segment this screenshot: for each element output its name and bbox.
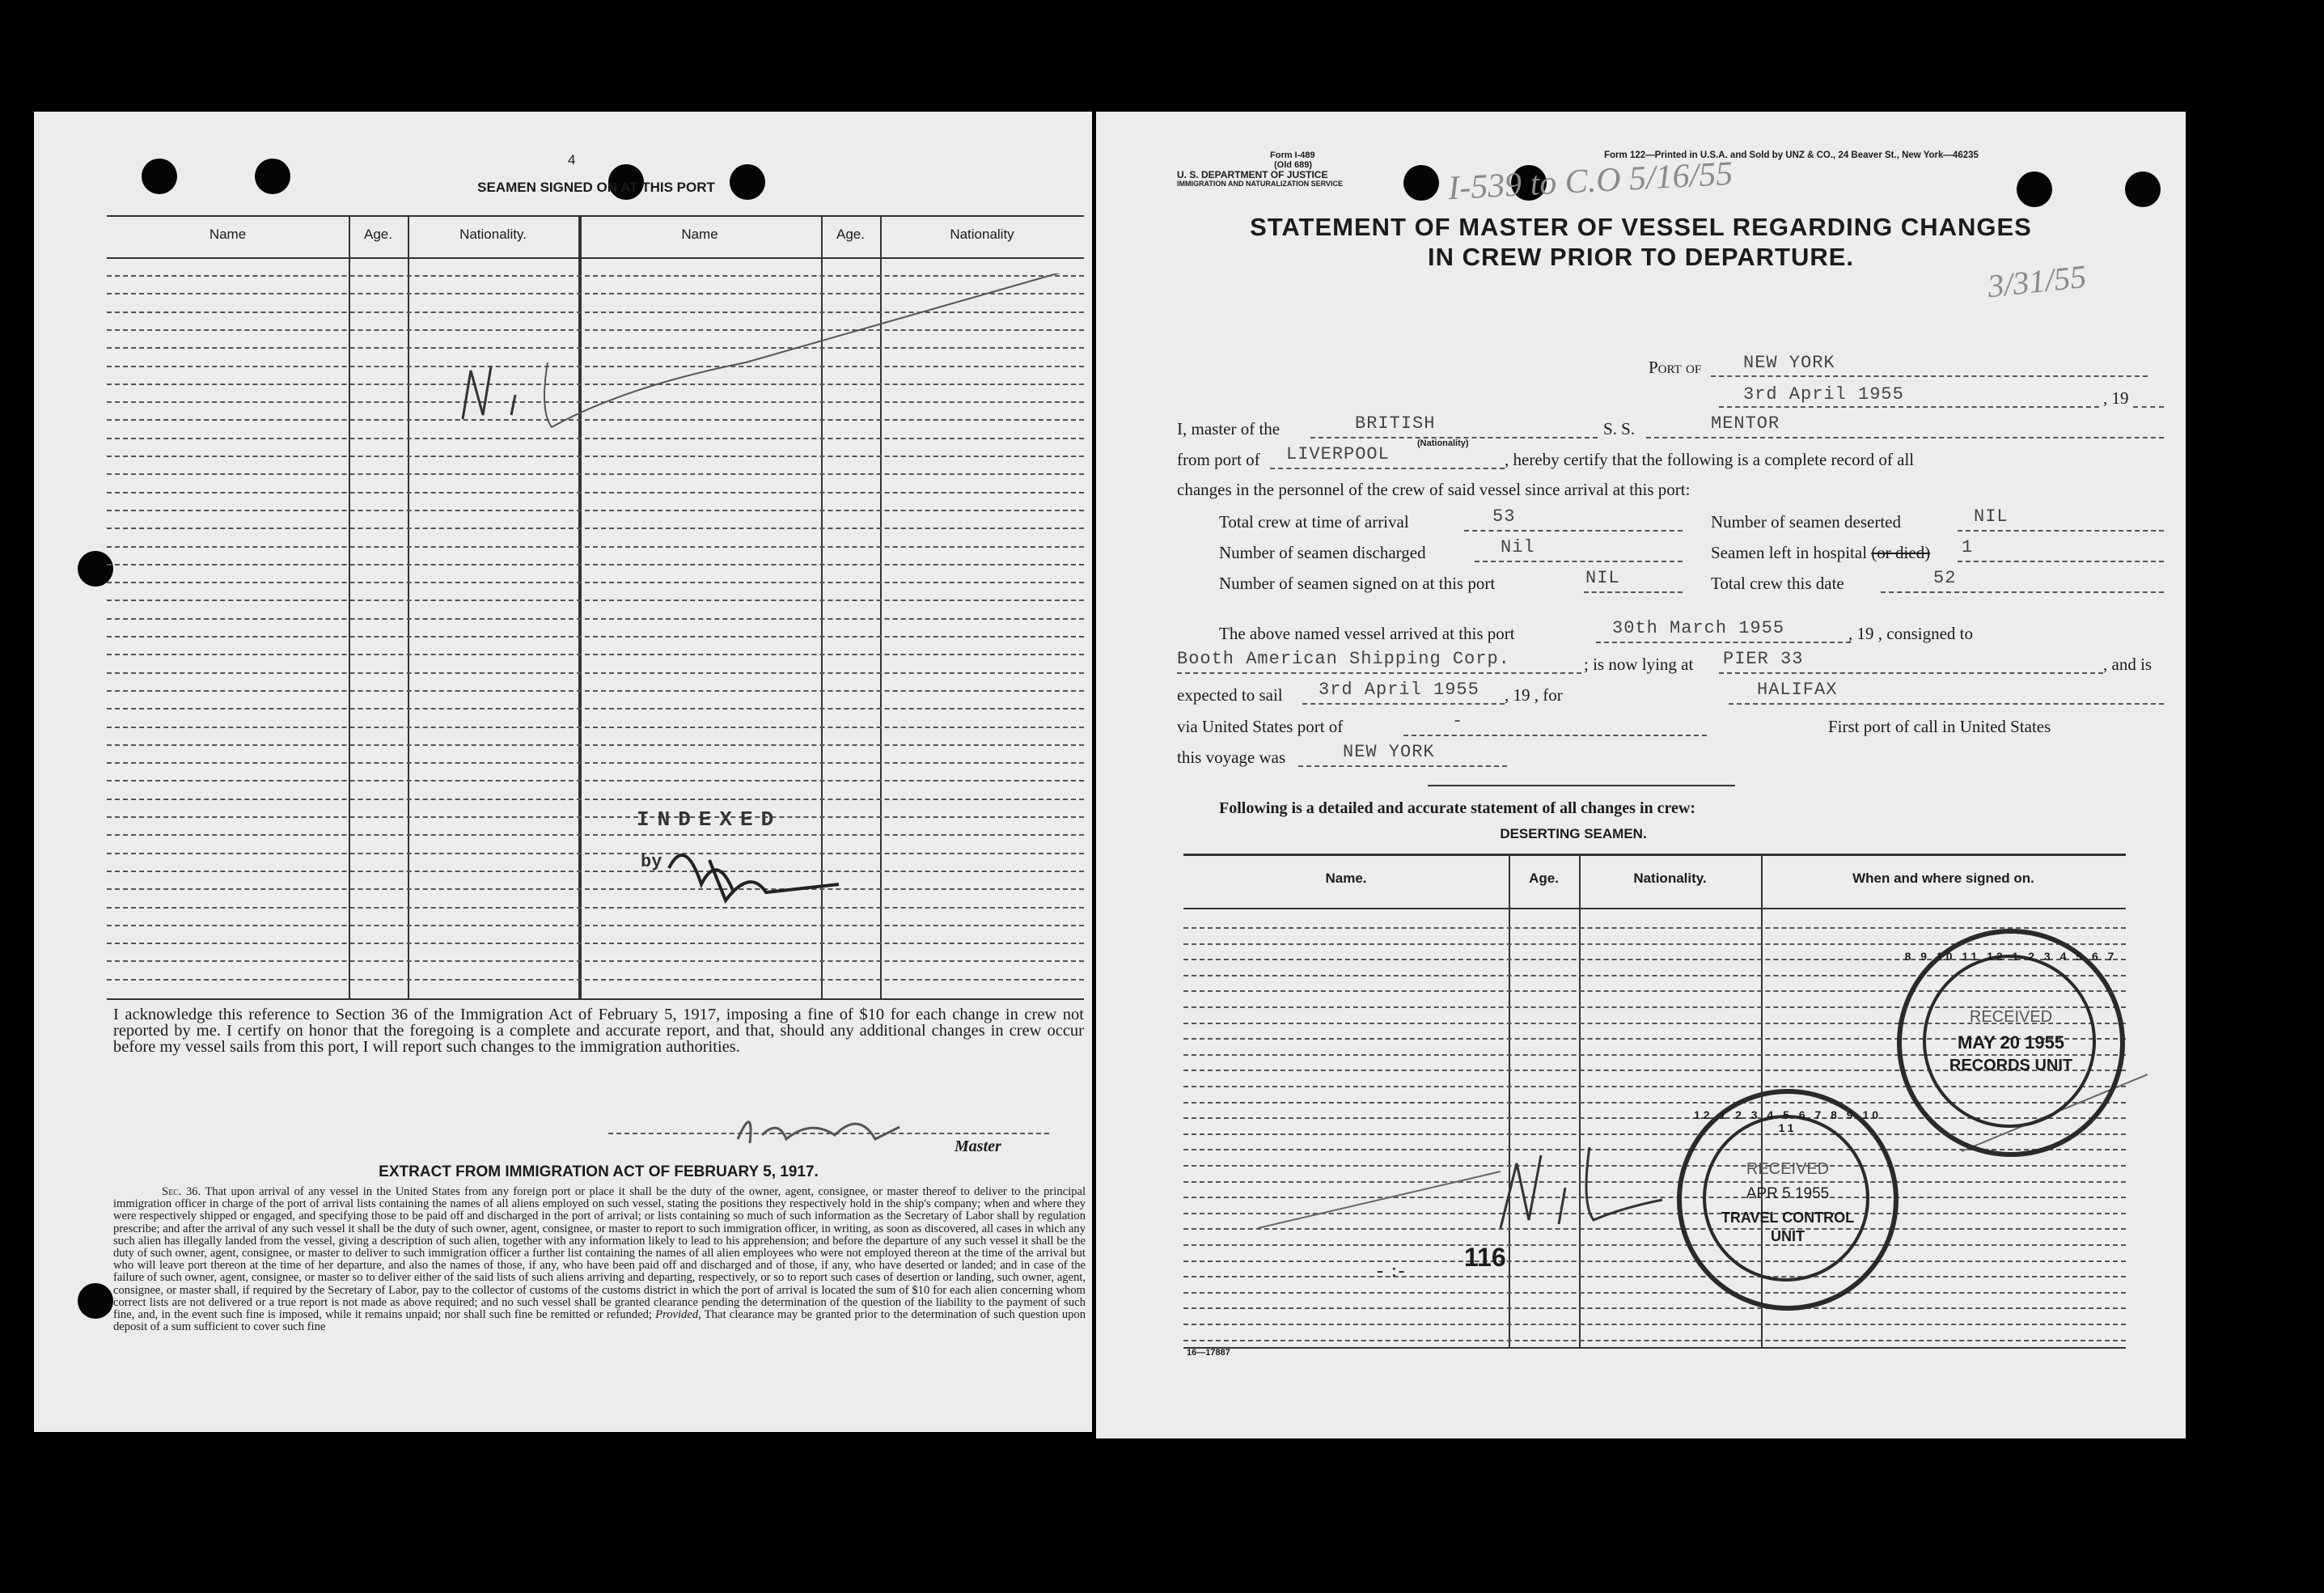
left-page xyxy=(34,112,1092,1432)
table-row xyxy=(107,744,1084,746)
indexed-stamp: INDEXED by xyxy=(604,799,847,913)
arrived-value: 30th March 1955 xyxy=(1612,618,1785,638)
ss-label: S. S. xyxy=(1603,419,1636,438)
stamp-unit: RECORDS UNIT xyxy=(1949,1057,2073,1074)
table-row xyxy=(107,654,1084,655)
table-row xyxy=(107,690,1084,692)
punch-hole xyxy=(255,159,290,194)
table-row xyxy=(107,960,1084,962)
master-of-label: I, master of the xyxy=(1177,419,1281,438)
table-row xyxy=(1183,1276,2126,1277)
stamp-received: RECEIVED xyxy=(1746,1160,1830,1178)
signed-on-value: NIL xyxy=(1585,568,1620,588)
expected-label: expected to sail xyxy=(1177,685,1283,705)
ship-name: MENTOR xyxy=(1711,413,1780,434)
table-row xyxy=(107,599,1084,601)
printer-line: Form 122—Printed in U.S.A. and Sold by UNZ & CO., 24 Beaver St., New York—46235 xyxy=(1604,150,1979,160)
section-label: Sec. 36. xyxy=(162,1185,201,1198)
form-old: (Old 689) xyxy=(1274,160,1313,170)
hospital-text: Seamen left in hospital xyxy=(1711,543,1868,562)
stamp-unit-2: UNIT xyxy=(1771,1228,1805,1244)
nil-text xyxy=(438,411,439,412)
table-row xyxy=(107,925,1084,926)
section-provided: Provided, xyxy=(655,1308,701,1322)
table-row xyxy=(107,943,1084,944)
header-age: Age. xyxy=(1529,871,1559,886)
voyage-value: NEW YORK xyxy=(1343,742,1435,762)
certify-text: , hereby certify that the following is a complete record of all xyxy=(1505,450,1915,469)
voyage-label: this voyage was xyxy=(1177,748,1286,767)
hospital-label xyxy=(1711,543,1930,563)
consigned-label: , 19 , consigned to xyxy=(1848,624,1973,643)
total-crew-arrival-label: Total crew at time of arrival xyxy=(1219,512,1409,532)
title-line-2: IN CREW PRIOR TO DEPARTURE. xyxy=(1427,243,1855,271)
stamp-date: APR 5 1955 xyxy=(1746,1185,1830,1202)
department: U. S. DEPARTMENT OF JUSTICE xyxy=(1177,169,1328,180)
right-page xyxy=(1096,112,2186,1438)
stamp-ring: 12 1 2 3 4 5 6 7 8 9 10 11 xyxy=(1693,1108,1882,1134)
pier-value: PIER 33 xyxy=(1723,649,1804,669)
via-label: via United States port of xyxy=(1177,717,1344,736)
table-row xyxy=(107,799,1084,800)
header-age: Age. xyxy=(364,227,392,242)
handwritten-reference: I-539 to C.O 5/16/55 xyxy=(1447,155,1734,208)
date-value: 3rd April 1955 xyxy=(1743,384,1904,405)
table-row xyxy=(1183,1244,2126,1246)
port-of-label: Port of xyxy=(1649,358,1702,377)
table-row xyxy=(1183,1260,2126,1262)
table-row xyxy=(107,888,1084,890)
footer-code: 16—17887 xyxy=(1187,1348,1230,1358)
table-row xyxy=(107,636,1084,638)
punch-hole xyxy=(142,159,177,194)
table-row xyxy=(107,618,1084,620)
stamp-received: RECEIVED xyxy=(1969,1008,2053,1026)
total-crew-arrival: 53 xyxy=(1492,506,1516,527)
hospital-strike: (or died) xyxy=(1871,543,1931,562)
received-stamp-records xyxy=(1897,929,2125,1157)
consignee-value: Booth American Shipping Corp. xyxy=(1177,649,1510,669)
header-nationality: Nationality xyxy=(950,227,1014,242)
table-row xyxy=(107,816,1084,818)
service: IMMIGRATION AND NATURALIZATION SERVICE xyxy=(1177,180,1343,188)
deserted-label: Number of seamen deserted xyxy=(1711,512,1901,532)
header-name: Name xyxy=(209,227,247,242)
title-line-1: STATEMENT OF MASTER OF VESSEL REGARDING CHANGES xyxy=(1250,213,2032,241)
punch-hole xyxy=(78,1283,113,1319)
nil-scrawl xyxy=(358,273,1086,597)
first-port-label: First port of call in United States xyxy=(1828,717,2051,736)
header-name: Name xyxy=(681,227,718,242)
nationality-caption: (Nationality) xyxy=(1417,438,1469,448)
total-crew-date: 52 xyxy=(1933,568,1957,588)
left-title: SEAMEN SIGNED ON AT THIS PORT xyxy=(477,180,715,195)
from-port-label: from port of xyxy=(1177,450,1260,469)
stamp-date: MAY 20 1955 xyxy=(1957,1032,2065,1053)
received-stamp-travel xyxy=(1677,1089,1899,1311)
section-tail: That clearance may be granted prior to the determination of such question upon deposit of a sum sufficient to cover such fine xyxy=(113,1308,1086,1334)
table-row xyxy=(107,672,1084,674)
table-row xyxy=(1183,927,2126,929)
master-label: Master xyxy=(955,1138,1001,1155)
table-row xyxy=(1183,1324,2126,1325)
header-name: Name. xyxy=(1325,871,1367,886)
header-nationality: Nationality. xyxy=(1633,871,1707,886)
table-row xyxy=(107,708,1084,710)
port-of-value: NEW YORK xyxy=(1743,353,1835,373)
total-crew-date-label: Total crew this date xyxy=(1711,574,1844,593)
via-value: - xyxy=(1452,711,1464,731)
acknowledgment: I acknowledge this reference to Section 36 of the Immigration Act of February 5, 1917, imposing a fine of $10 for each change in crew not reported by me. I certify on honor that the foregoing is a complete and accurate report, and that, should any additional changes in crew occur before my vessel sails from this port, I will report such changes to the immigration authorities. xyxy=(113,1006,1084,1056)
signed-on-label: Number of seamen signed on at this port xyxy=(1219,574,1496,593)
header-signed-on: When and where signed on. xyxy=(1852,871,2034,886)
lying-label: ; is now lying at xyxy=(1584,655,1694,674)
tick-marks: - :- xyxy=(1377,1260,1407,1282)
arrived-label: The above named vessel arrived at this port xyxy=(1219,624,1515,643)
section-body: That upon arrival of any vessel in the United States from any foreign port or place it shall be the duty of the owner, agent, consignee, or master thereof to deliver to the principal immigration officer in charge of the port of arrival lists containing the names of all aliens employed on such vessel, stating the positions they respectively hold in the ship's company; when and where they were respectively shipped or engaged, and specifying those to be paid off and discharged in the port of arrival; or lists containing so much of such information as the Secretary of Labor shall by regulation prescribe; and after the arrival of any such vessel it shall be the duty of such owner, agent, consignee, or master to report to such immigration officer, in writing, as soon as discovered, all cases in which any such alien has illegally landed from the vessel, giving a description of such alien, together with any information likely to lead to his apprehension; and before the departure of any such vessel it shall be the duty of such owner, agent, consignee, or master to deliver to such immigration officer a further list containing the names of all alien employees who were not employed thereon at the time of the arrival but who will leave port thereon at the time of her departure, and also the names of those, if any, who have been paid off and discharged and of those, if any, who have deserted or landed; and in case of the failure of such owner, agent, consignee, or master so to deliver either of the said lists of such aliens arriving and departing, respectively, or so to report such cases of desertion or landing, such owner, agent, consignee, or master shall, if required by the Secretary of Labor, pay to the collector of customs of the customs district in which the port of arrival is located the sum of $10 for each alien concerning whom correct lists are not delivered or a true report is not made as above required; and no such vessel shall be granted clearance pending the determination of the question of the liability to the payment of such fine, and, in the event such fine is imposed, while it remains unpaid; nor shall such fine be remitted or refunded; xyxy=(113,1185,1086,1322)
deserted-value: NIL xyxy=(1974,506,2009,527)
header-nationality: Nationality. xyxy=(459,227,527,242)
page-number: 4 xyxy=(568,152,576,167)
and-is: , and is xyxy=(2103,655,2153,674)
punch-hole xyxy=(2017,172,2052,207)
for-label: , 19 , for xyxy=(1505,685,1563,705)
table-row xyxy=(1183,1340,2126,1341)
nil-text xyxy=(1517,1163,1518,1164)
table-row xyxy=(107,871,1084,872)
punch-hole xyxy=(2125,172,2161,207)
table-row xyxy=(107,780,1084,782)
header-age: Age. xyxy=(836,227,865,242)
nationality-value: BRITISH xyxy=(1355,413,1436,434)
following-text: Following is a detailed and accurate statement of all changes in crew: xyxy=(1219,799,1696,817)
table-row xyxy=(107,853,1084,854)
table-row xyxy=(107,727,1084,728)
table-row xyxy=(107,907,1084,909)
destination-value: HALIFAX xyxy=(1757,680,1838,700)
extract-title: EXTRACT FROM IMMIGRATION ACT OF FEBRUARY 5, 1917. xyxy=(379,1163,819,1180)
discharged-value: Nil xyxy=(1501,537,1535,557)
discharged-label: Number of seamen discharged xyxy=(1219,543,1426,562)
master-signature xyxy=(713,1095,948,1159)
section-36-text xyxy=(113,1186,1086,1333)
form-number: Form I-489 xyxy=(1270,150,1315,160)
expected-value: 3rd April 1955 xyxy=(1319,680,1479,700)
hospital-value: 1 xyxy=(1962,537,1974,557)
table-row xyxy=(107,834,1084,836)
table-row xyxy=(107,979,1084,981)
punch-hole xyxy=(1403,165,1439,201)
table-row xyxy=(1183,1292,2126,1294)
deserting-title: DESERTING SEAMEN. xyxy=(1500,826,1647,841)
from-port-value: LIVERPOOL xyxy=(1286,444,1390,464)
stamp-ring: 8 9 10 11 12 1 2 3 4 5 6 7 xyxy=(1904,950,2118,963)
stamp-unit: TRAVEL CONTROL xyxy=(1721,1210,1855,1226)
year-suffix: , 19 xyxy=(2103,388,2129,408)
table-row xyxy=(107,762,1084,764)
changes-text: changes in the personnel of the crew of said vessel since arrival at this port: xyxy=(1177,480,1691,499)
table-row xyxy=(1183,1307,2126,1309)
document-number: 116 xyxy=(1464,1243,1506,1272)
handwritten-date: 3/31/55 xyxy=(1985,257,2089,305)
